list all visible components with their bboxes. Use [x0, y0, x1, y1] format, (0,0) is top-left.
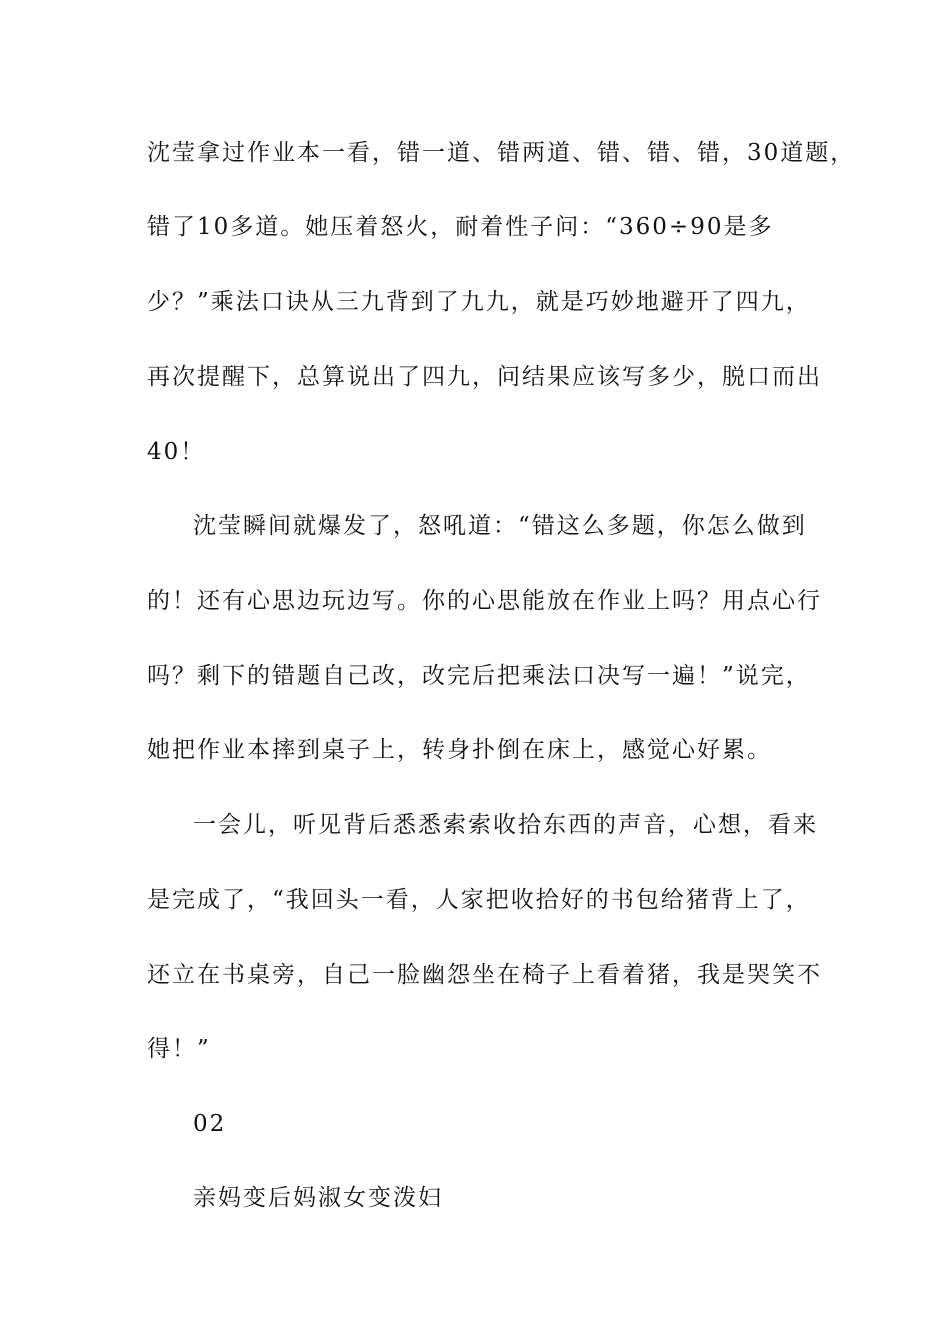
text-line: 她把作业本摔到桌子上，转身扑倒在床上，感觉心好累。: [147, 737, 772, 763]
text-line: 得！”: [147, 1036, 211, 1062]
text-line: 的！还有心思边玩边写。你的心思能放在作业上吗？用点心行: [147, 588, 822, 614]
text-line: 沈莹拿过作业本一看，错一道、错两道、错、错、错，30道题，: [147, 140, 856, 166]
text-line: 再次提醒下，总算说出了四九，问结果应该写多少，脱口而出: [147, 364, 822, 390]
text-line: 是完成了，“我回头一看，人家把收拾好的书包给猪背上了，: [147, 887, 811, 913]
paragraph-first-line: 沈莹瞬间就爆发了，怒吼道：“错这么多题，你怎么做到: [193, 513, 807, 539]
text-line: 40！: [147, 439, 206, 465]
text-line: 还立在书桌旁，自己一脸幽怨坐在椅子上看着猪，我是哭笑不: [147, 962, 822, 988]
section-heading: 亲妈变后妈淑女变泼妇: [193, 1185, 443, 1211]
text-line: 少？”乘法口诀从三九背到了九九，就是巧妙地避开了四九，: [147, 289, 811, 315]
section-number: 02: [193, 1111, 227, 1137]
text-line: 吗？剩下的错题自己改，改完后把乘法口决写一遍！”说完，: [147, 663, 811, 689]
paragraph-first-line: 一会儿，听见背后悉悉索索收拾东西的声音，心想，看来: [193, 812, 818, 838]
text-line: 错了10多道。她压着怒火，耐着性子问：“360÷90是多: [147, 214, 774, 240]
